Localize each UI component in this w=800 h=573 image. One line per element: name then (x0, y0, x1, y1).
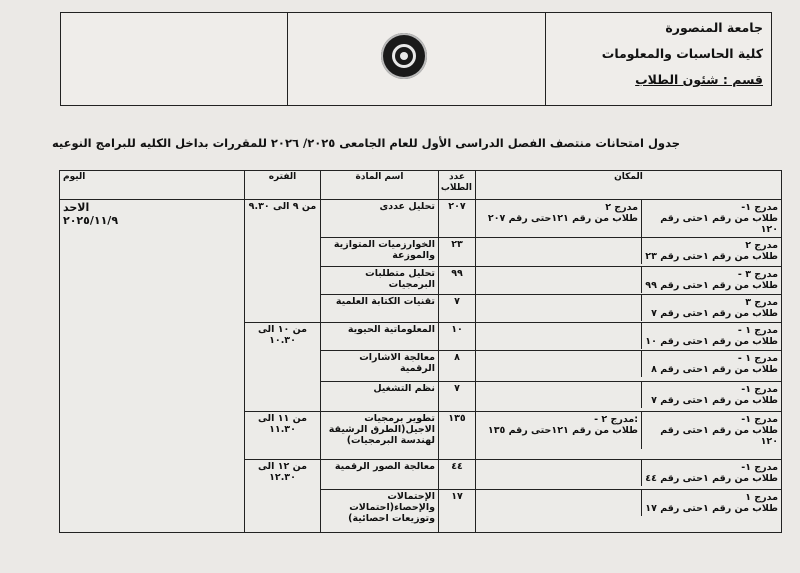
place-extra (476, 351, 641, 377)
header-subject: اسم المادة (321, 171, 439, 200)
institution-block (602, 15, 763, 93)
university-logo-icon (381, 33, 427, 79)
place-main: مدرج ٢ طلاب من رقم ١حتى رقم ٢٣ (641, 238, 781, 264)
subject-cell: الخوارزميات المتوازية والموزعة (321, 238, 439, 267)
header-divider-left (287, 13, 288, 105)
place-cell (476, 200, 782, 238)
subject-cell: تطوير برمجيات الاجيل(الطرق الرشيقة لهندسة البرمجيات) (321, 412, 439, 460)
place-cell (476, 412, 782, 460)
day-name: الاحد (63, 201, 90, 214)
student-count-cell: ٧ (439, 295, 476, 323)
place-extra (476, 490, 641, 516)
period-cell: من ١٠ الى ١٠.٣٠ (245, 323, 321, 412)
subject-cell: نظم التشغيل (321, 382, 439, 412)
place-main: مدرج ١- طلاب من رقم ١حتى رقم ١٢٠ (641, 200, 781, 237)
place-cell (476, 490, 782, 533)
table-row (60, 200, 782, 238)
place-extra (476, 295, 641, 321)
place-extra (476, 267, 641, 293)
exam-schedule-table (59, 170, 782, 533)
exam-date: ٢٠٢٥/١١/٩ (63, 214, 119, 227)
student-count-cell: ٢٠٧ (439, 200, 476, 238)
header-day: اليوم (60, 171, 245, 200)
place-extra (476, 323, 641, 349)
header-period: الفتره (245, 171, 321, 200)
department-name: قسم : شئون الطلاب (635, 72, 763, 87)
header-divider-right (545, 13, 546, 105)
student-count-cell: ٧ (439, 382, 476, 412)
place-main: مدرج ١ - طلاب من رقم ١حتى رقم ٨ (641, 351, 781, 377)
subject-cell: معالجة الاشارات الرقمية (321, 351, 439, 382)
place-main: مدرج ١ - طلاب من رقم ١حتى رقم ١٠ (641, 323, 781, 349)
table-header-row (60, 171, 782, 200)
student-count-cell: ٤٤ (439, 460, 476, 490)
place-cell (476, 238, 782, 267)
place-cell (476, 295, 782, 323)
subject-cell: الإحتمالات والإحصاء(احتمالات وتوزيعات احصائية) (321, 490, 439, 533)
period-cell: من ٩ الى ٩.٣٠ (245, 200, 321, 323)
student-count-cell: ١٠ (439, 323, 476, 351)
place-cell (476, 323, 782, 351)
place-main: مدرج ١- طلاب من رقم ١حتى رقم ٤٤ (641, 460, 781, 486)
place-main: مدرج ٣ طلاب من رقم ١حتى رقم ٧ (641, 295, 781, 321)
place-extra (476, 382, 641, 408)
place-extra: :مدرج ٢ - طلاب من رقم ١٢١حتى رقم ١٣٥ (487, 414, 638, 436)
student-count-cell: ٩٩ (439, 267, 476, 295)
place-main: مدرج ١- طلاب من رقم ١حتى رقم ١٢٠ (641, 412, 781, 449)
student-count-cell: ١٣٥ (439, 412, 476, 460)
place-cell (476, 267, 782, 295)
subject-cell: المعلوماتية الحيوية (321, 323, 439, 351)
university-name: جامعة المنصورة (665, 20, 763, 35)
document-title: جدول امتحانات منتصف الفصل الدراسى الأول للعام الجامعى ٢٠٢٥/ ٢٠٢٦ للمقررات بداخل الكليه للبرامج النوعيه (51, 136, 680, 150)
student-count-cell: ٨ (439, 351, 476, 382)
subject-cell: تحليل متطلبات البرمجيات (321, 267, 439, 295)
place-main: مدرج ١- طلاب من رقم ١حتى رقم ٧ (641, 382, 781, 408)
period-cell: من ١٢ الى ١٢.٣٠ (245, 460, 321, 533)
day-cell (60, 200, 245, 533)
place-cell (476, 382, 782, 412)
place-cell (476, 460, 782, 490)
subject-cell: معالجة الصور الرقمية (321, 460, 439, 490)
student-count-cell: ٢٣ (439, 238, 476, 267)
header-place: المكان (476, 171, 782, 200)
place-extra (476, 460, 641, 486)
period-cell: من ١١ الى ١١.٣٠ (245, 412, 321, 460)
place-main: مدرج ٣ - طلاب من رقم ١حتى رقم ٩٩ (641, 267, 781, 293)
place-main: مدرج ١ طلاب من رقم ١حتى رقم ١٧ (641, 490, 781, 516)
place-cell (476, 351, 782, 382)
faculty-name: كلية الحاسبات والمعلومات (601, 46, 763, 61)
place-extra: مدرج ٢ طلاب من رقم ١٢١حتى رقم ٢٠٧ (487, 202, 638, 224)
student-count-cell: ١٧ (439, 490, 476, 533)
place-extra (476, 238, 641, 264)
subject-cell: تحليل عددى (321, 200, 439, 238)
subject-cell: تقنيات الكتابة العلمية (321, 295, 439, 323)
header-count: عدد الطلاب (439, 171, 476, 200)
